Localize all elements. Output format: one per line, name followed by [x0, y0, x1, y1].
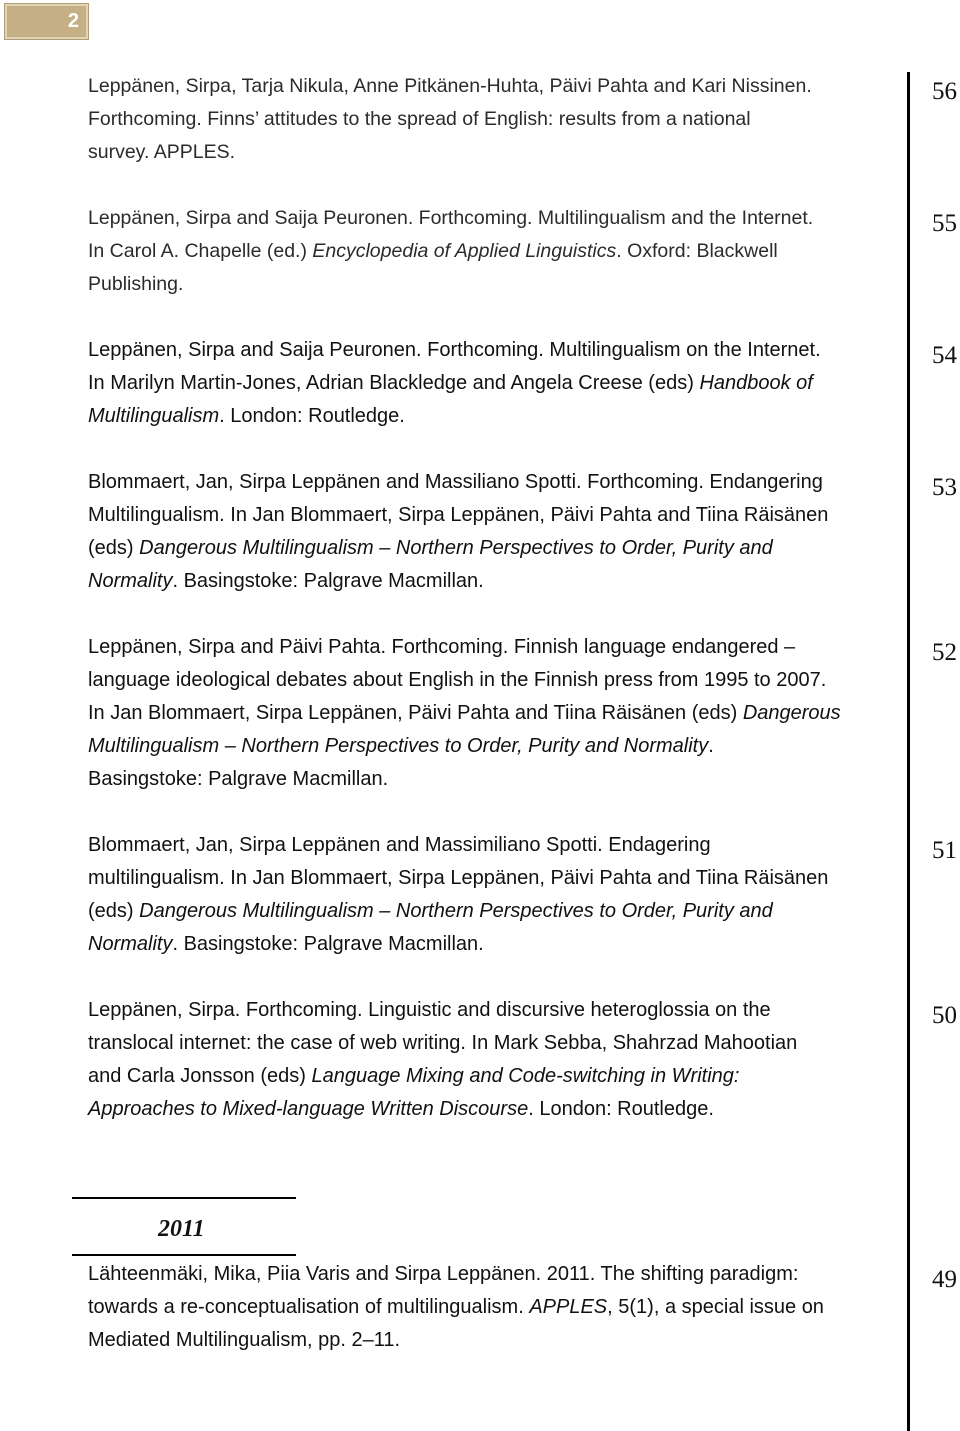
reference-line: [88, 1027, 900, 1060]
reference-text: [88, 466, 900, 598]
reference-segment: multilingualism. In Jan Blommaert, Sirpa Leppänen, Päivi Pahta and Tiina Räisänen: [88, 867, 829, 889]
reference-line: [88, 1291, 900, 1324]
reference-text: [88, 334, 900, 433]
reference-segment: (eds): [88, 900, 140, 922]
year-section-header: [0, 1159, 960, 1258]
reference-title: APPLES: [529, 1296, 608, 1318]
reference-entry: [0, 829, 960, 961]
page-number-badge: [4, 3, 89, 40]
reference-text: [88, 631, 900, 796]
reference-line: [88, 466, 900, 499]
reference-segment: survey. APPLES.: [88, 141, 236, 163]
reference-line: [88, 763, 900, 796]
reference-line: [88, 235, 900, 268]
reference-segment: towards a re-conceptualisation of multilingualism.: [88, 1296, 530, 1318]
reference-title: Handbook of: [699, 372, 813, 394]
reference-title: Encyclopedia of Applied Linguistics: [312, 240, 617, 262]
reference-text: [88, 70, 900, 169]
reference-line: [88, 1258, 900, 1291]
reference-line: [88, 400, 900, 433]
reference-line: [88, 103, 900, 136]
reference-segment: Blommaert, Jan, Sirpa Leppänen and Massiliano Spotti. Forthcoming. Endangering: [88, 471, 823, 493]
reference-segment: language ideological debates about English in the Finnish press from 1995 to 2007.: [88, 669, 827, 691]
reference-segment: . London: Routledge.: [219, 405, 405, 427]
reference-segment: . Basingstoke: Palgrave Macmillan.: [172, 570, 484, 592]
reference-entry: [0, 994, 960, 1126]
margin-number: 54: [932, 342, 957, 369]
reference-line: [88, 664, 900, 697]
reference-segment: (eds): [88, 537, 140, 559]
reference-title: Normality: [88, 570, 173, 592]
reference-title: Dangerous Multilingualism – Northern Perspectives to Order, Purity and: [139, 900, 773, 922]
reference-entry: [0, 202, 960, 301]
reference-entry: [0, 1258, 960, 1357]
reference-segment: . London: Routledge.: [528, 1098, 714, 1120]
reference-line: [88, 829, 900, 862]
reference-segment: Lähteenmäki, Mika, Piia Varis and Sirpa Leppänen. 2011. The shifting paradigm:: [88, 1263, 799, 1285]
reference-title: Dangerous Multilingualism – Northern Perspectives to Order, Purity and: [139, 537, 773, 559]
page-number: 2: [67, 10, 79, 32]
reference-segment: Mediated Multilingualism, pp. 2–11.: [88, 1329, 401, 1351]
margin-number: 53: [932, 474, 957, 501]
margin-number: 52: [932, 639, 957, 666]
year-rule-bottom: [72, 1254, 296, 1256]
reference-line: [88, 499, 900, 532]
reference-title: Multilingualism – Northern Perspectives to Order, Purity and Normality: [88, 735, 709, 757]
margin-number: 49: [932, 1266, 957, 1293]
reference-line: [88, 367, 900, 400]
reference-line: [88, 136, 900, 169]
reference-segment: Forthcoming. Finns’ attitudes to the spread of English: results from a national: [88, 108, 751, 130]
reference-segment: Leppänen, Sirpa. Forthcoming. Linguistic and discursive heteroglossia on the: [88, 999, 771, 1021]
reference-line: [88, 1324, 900, 1357]
reference-entry: [0, 631, 960, 796]
reference-segment: and Carla Jonsson (eds): [88, 1065, 312, 1087]
reference-title: Dangerous: [742, 702, 841, 724]
reference-line: [88, 697, 900, 730]
reference-line: [88, 730, 900, 763]
reference-segment: . Oxford: Blackwell: [616, 240, 778, 262]
reference-text: [88, 202, 900, 301]
reference-line: [88, 1060, 900, 1093]
reference-title: Approaches to Mixed-language Written Discourse: [88, 1098, 529, 1120]
reference-line: [88, 895, 900, 928]
reference-segment: In Jan Blommaert, Sirpa Leppänen, Päivi Pahta and Tiina Räisänen (eds): [88, 702, 743, 724]
margin-number: 55: [932, 210, 957, 237]
reference-segment: In Carol A. Chapelle (ed.): [88, 240, 313, 262]
reference-title: Language Mixing and Code-switching in Writing:: [311, 1065, 740, 1087]
reference-segment: In Marilyn Martin-Jones, Adrian Blackledge and Angela Creese (eds): [88, 372, 700, 394]
reference-segment: Multilingualism. In Jan Blommaert, Sirpa Leppänen, Päivi Pahta and Tiina Räisänen: [88, 504, 829, 526]
reference-line: [88, 862, 900, 895]
reference-line: [88, 532, 900, 565]
reference-segment: Basingstoke: Palgrave Macmillan.: [88, 768, 389, 790]
reference-line: [88, 928, 900, 961]
reference-segment: , 5(1), a special issue on: [607, 1296, 824, 1318]
reference-title: Normality: [88, 933, 173, 955]
reference-entry: [0, 334, 960, 433]
reference-entry: [0, 70, 960, 169]
year-heading: 2011: [158, 1216, 205, 1242]
reference-segment: Publishing.: [88, 273, 184, 295]
margin-number: 56: [932, 78, 957, 105]
reference-line: [88, 994, 900, 1027]
reference-text: [88, 1258, 900, 1357]
bibliography: [0, 70, 960, 1390]
reference-segment: Leppänen, Sirpa and Saija Peuronen. Forthcoming. Multilingualism and the Internet.: [88, 207, 814, 229]
reference-line: [88, 70, 900, 103]
reference-line: [88, 202, 900, 235]
reference-title: Multilingualism: [88, 405, 220, 427]
reference-line: [88, 268, 900, 301]
reference-segment: Leppänen, Sirpa and Saija Peuronen. Forthcoming. Multilingualism on the Internet.: [88, 339, 821, 361]
reference-segment: Leppänen, Sirpa, Tarja Nikula, Anne Pitkänen-Huhta, Päivi Pahta and Kari Nissinen.: [88, 75, 812, 97]
reference-text: [88, 994, 900, 1126]
reference-line: [88, 631, 900, 664]
reference-segment: . Basingstoke: Palgrave Macmillan.: [172, 933, 484, 955]
reference-segment: Leppänen, Sirpa and Päivi Pahta. Forthcoming. Finnish language endangered –: [88, 636, 796, 658]
reference-segment: .: [708, 735, 714, 757]
reference-line: [88, 565, 900, 598]
year-rule-top: [72, 1197, 296, 1199]
reference-line: [88, 334, 900, 367]
reference-segment: Blommaert, Jan, Sirpa Leppänen and Massimiliano Spotti. Endagering: [88, 834, 711, 856]
reference-text: [88, 829, 900, 961]
reference-list-2011: [0, 1258, 960, 1357]
reference-line: [88, 1093, 900, 1126]
margin-number: 50: [932, 1002, 957, 1029]
margin-number: 51: [932, 837, 957, 864]
reference-entry: [0, 466, 960, 598]
reference-segment: translocal internet: the case of web writing. In Mark Sebba, Shahrzad Mahootian: [88, 1032, 798, 1054]
reference-list: [0, 70, 960, 1126]
